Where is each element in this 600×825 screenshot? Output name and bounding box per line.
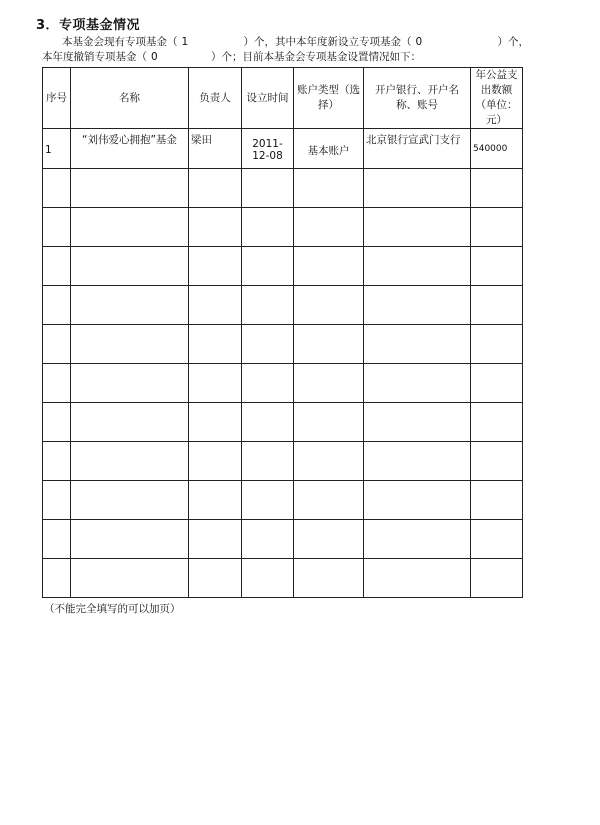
table-row: [43, 481, 523, 520]
cell-index: 1: [43, 129, 71, 169]
header-index: 序号: [43, 68, 71, 129]
summary-line1-suffix: ）个，: [497, 36, 529, 48]
table-row: [43, 208, 523, 247]
header-annual-expense: 年公益支出数额（单位：元）: [471, 68, 523, 129]
header-bank: 开户银行、开户名称、账号: [364, 68, 471, 129]
table-row: [43, 286, 523, 325]
new-count: 0: [415, 36, 423, 48]
table-row: [43, 325, 523, 364]
table-row: [43, 129, 523, 169]
cell-established: 2011-12-08: [242, 129, 294, 169]
cell-annual-expense: 540000: [471, 129, 523, 169]
cell-account-type: 基本账户: [294, 129, 364, 169]
header-manager: 负责人: [189, 68, 242, 129]
table-header-row: [43, 68, 523, 129]
header-account-type: 账户类型（选择）: [294, 68, 364, 129]
cell-name: “刘伟爱心拥抱”基金: [71, 129, 189, 169]
footnote: （不能完全填写的可以加页）: [44, 603, 181, 615]
section-title: 3．专项基金情况: [36, 18, 141, 33]
summary-line2-prefix: 本年度撤销专项基金（: [42, 51, 147, 63]
header-established: 设立时间: [242, 68, 294, 129]
table-row: [43, 247, 523, 286]
cell-bank: 北京银行宣武门支行: [364, 129, 471, 169]
table-row: [43, 520, 523, 559]
cell-manager: 梁田: [189, 129, 242, 169]
summary-line1-prefix: 本基金会现有专项基金（: [62, 36, 178, 48]
existing-count: 1: [181, 36, 189, 48]
table-row: [43, 169, 523, 208]
table-row: [43, 403, 523, 442]
table-row: [43, 559, 523, 598]
revoked-count: 0: [151, 51, 158, 63]
header-name: 名称: [71, 68, 189, 129]
table-row: [43, 442, 523, 481]
summary-line-2: [42, 49, 421, 64]
summary-line2-suffix: ）个；目前本基金会专项基金设置情况如下：: [211, 51, 421, 63]
table-row: [43, 364, 523, 403]
summary-line-1: [62, 34, 529, 49]
special-fund-table: [42, 67, 523, 598]
summary-line1-middle: ）个，其中本年度新设立专项基金（: [243, 36, 412, 48]
